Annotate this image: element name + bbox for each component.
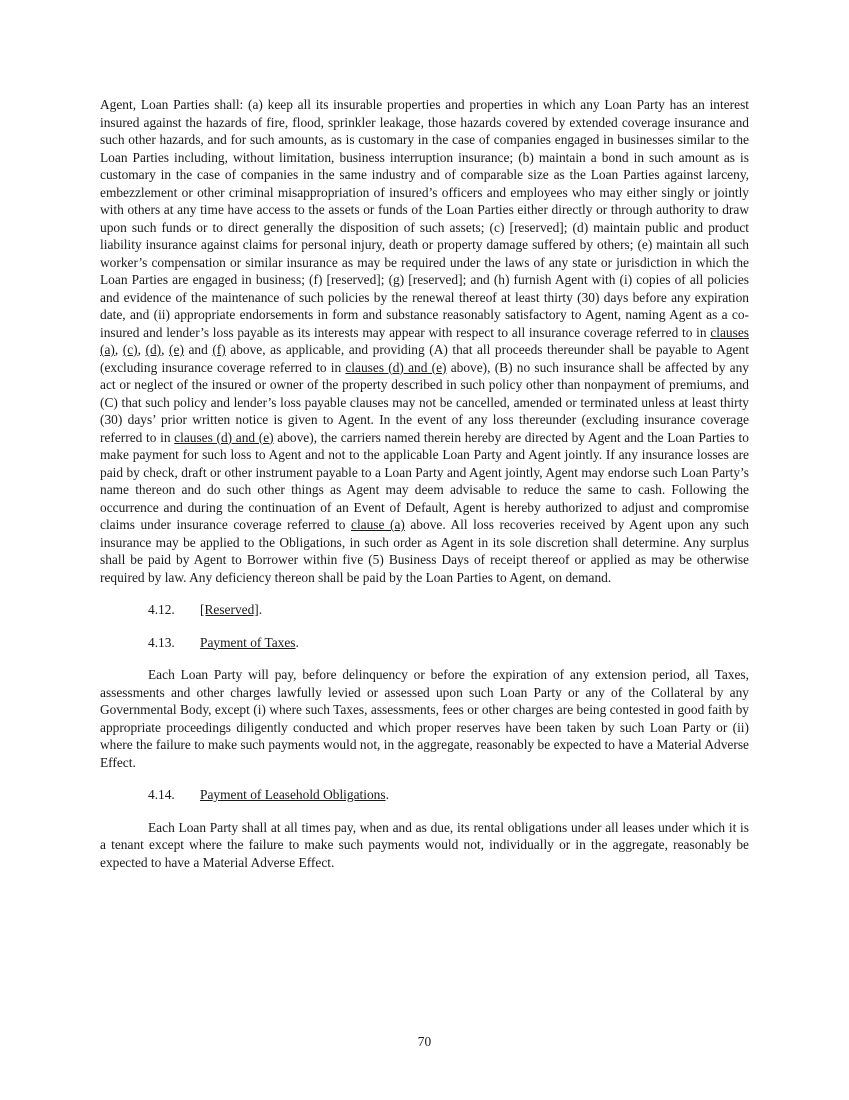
section-title: Payment of Taxes bbox=[200, 634, 296, 650]
separator: and bbox=[183, 342, 213, 357]
page-number: 70 bbox=[417, 1034, 432, 1049]
section-title-period: . bbox=[295, 634, 299, 650]
section-number: 4.12. bbox=[148, 602, 175, 617]
clause-f-reference: (f) bbox=[212, 342, 226, 357]
insurance-text-2: above, as applicable, and providing (A) that all proceeds thereunder shall be payable to Agent (excluding insurance coverage referred to in bbox=[100, 342, 749, 375]
section-title-period: . bbox=[258, 602, 263, 617]
section-number: 4.14. bbox=[148, 787, 175, 802]
section-number: 4.13. bbox=[148, 634, 175, 650]
clause-a-reference: clause (a) bbox=[351, 517, 405, 532]
section-4-14-heading bbox=[100, 786, 749, 804]
section-title: [Reserved] bbox=[200, 602, 259, 617]
clauses-d-and-e-reference: clauses (d) and (e) bbox=[174, 429, 274, 445]
section-4-14-body: Each Loan Party shall at all times pay, when and as due, its rental obligations under all leases under which it is a tenant except where the failure to make such payments would not, individually or in the aggregate, reasonably be expected to have a Material Adverse Effect. bbox=[100, 819, 749, 870]
clauses-reference: clauses bbox=[710, 324, 749, 340]
section-4-12-heading bbox=[100, 601, 749, 619]
insurance-text-4: above), the carriers named therein hereby are directed by Agent and the Loan Parties to make payment for such loss to Agent and not to the applicable Loan Party and Agent jointly. If any insurance losses are paid by check, draft or other instrument payable to a Loan Party and Agent jointly, Agent may endorse such Loan Party’s name thereon and do such other things as Agent may deem advisable to reduce the same to cash. Following the occurrence and during the continuation of an Event of Default, Agent is hereby authorized to adjust and compromise claims under insurance coverage referred to bbox=[100, 429, 749, 532]
section-title: Payment of Leasehold Obligations bbox=[200, 787, 386, 802]
insurance-text-1: Agent, Loan Parties shall: (a) keep all its insurable properties and properties in which any Loan Party has an interest insured against the hazards of fire, flood, sprinkler leakage, those hazards covered by extended coverage insurance and such other hazards, and for such amounts, as is customary in the case of companies engaged in businesses similar to the Loan Parties including, without limitation, business interruption insurance; (b) maintain a bond in such amount as is customary in the case of companies in the same industry and of comparable size as the Loan Parties against larceny, embezzlement or other criminal misappropriation of insured’s officers and employees who may either singly or jointly with others at any time have access to the assets or funds of the Loan Parties either directly or through authority to draw upon such funds or to direct generally the disposition of such assets; (c) [reserved]; (d) maintain public and product liability insurance against claims for personal injury, death or property damage suffered by others; (e) maintain all such worker’s compensation or similar insurance as may be required under the laws of any state or jurisdiction in which the Loan Parties are engaged in business; (f) [reserved]; (g) [reserved]; and (h) furnish Agent with (i) copies of all policies and evidence of the maintenance of such policies by the renewal thereof at least thirty (30) days before any expiration date, and (ii) appropriate endorsements in form and substance reasonably satisfactory to Agent, naming Agent as a co-insured and lender’s loss payable as its interests may appear with respect to all insurance coverage referred to in bbox=[100, 97, 749, 340]
separator: , bbox=[114, 342, 123, 357]
insurance-text-3: above), (B) no such insurance shall be affected by any act or neglect of the insured or owner of the property described in such policy other than nonpayment of premiums, and (C) that such policy and lender’s loss payable clauses may not be cancelled, amended or terminated unless at least thirty (30) days’ prior written notice is given to Agent. In the event of any loss thereunder (excluding insurance coverage referred to in bbox=[100, 359, 749, 445]
section-title-period: . bbox=[385, 787, 389, 802]
clauses-d-and-e-reference: clauses (d) and (e) bbox=[345, 359, 447, 375]
clause-c-reference: (c) bbox=[122, 342, 138, 357]
separator: , bbox=[161, 342, 170, 357]
section-4-13-body: Each Loan Party will pay, before delinquency or before the expiration of any extension period, all Taxes, assessments and other charges lawfully levied or assessed upon such Loan Party or any of the Collateral by any Governmental Body, except (i) where such Taxes, assessments, fees or other charges are being contested in good faith by appropriate proceedings diligently conducted and which proper reserves have been taken by such Loan Party or (ii) where the failure to make such payments would not, in the aggregate, reasonably be expected to have a Material Adverse Effect. bbox=[100, 667, 749, 770]
insurance-text-5: above. All loss recoveries received by Agent upon any such insurance may be applied to the Obligations, in such order as Agent in its sole discretion shall determine. Any surplus shall be paid by Agent to Borrower within five (5) Business Days of receipt thereof or applied as may be otherwise required by law. Any deficiency thereon shall be paid by the Loan Parties to Agent, on demand. bbox=[100, 517, 750, 585]
separator: , bbox=[137, 342, 146, 357]
insurance-paragraph bbox=[100, 96, 749, 586]
clause-a-reference: (a) bbox=[100, 342, 115, 357]
document-page bbox=[100, 96, 749, 871]
section-4-13-heading bbox=[100, 634, 749, 652]
clause-e-reference: (e) bbox=[169, 342, 184, 357]
clause-d-reference: (d) bbox=[145, 342, 162, 357]
